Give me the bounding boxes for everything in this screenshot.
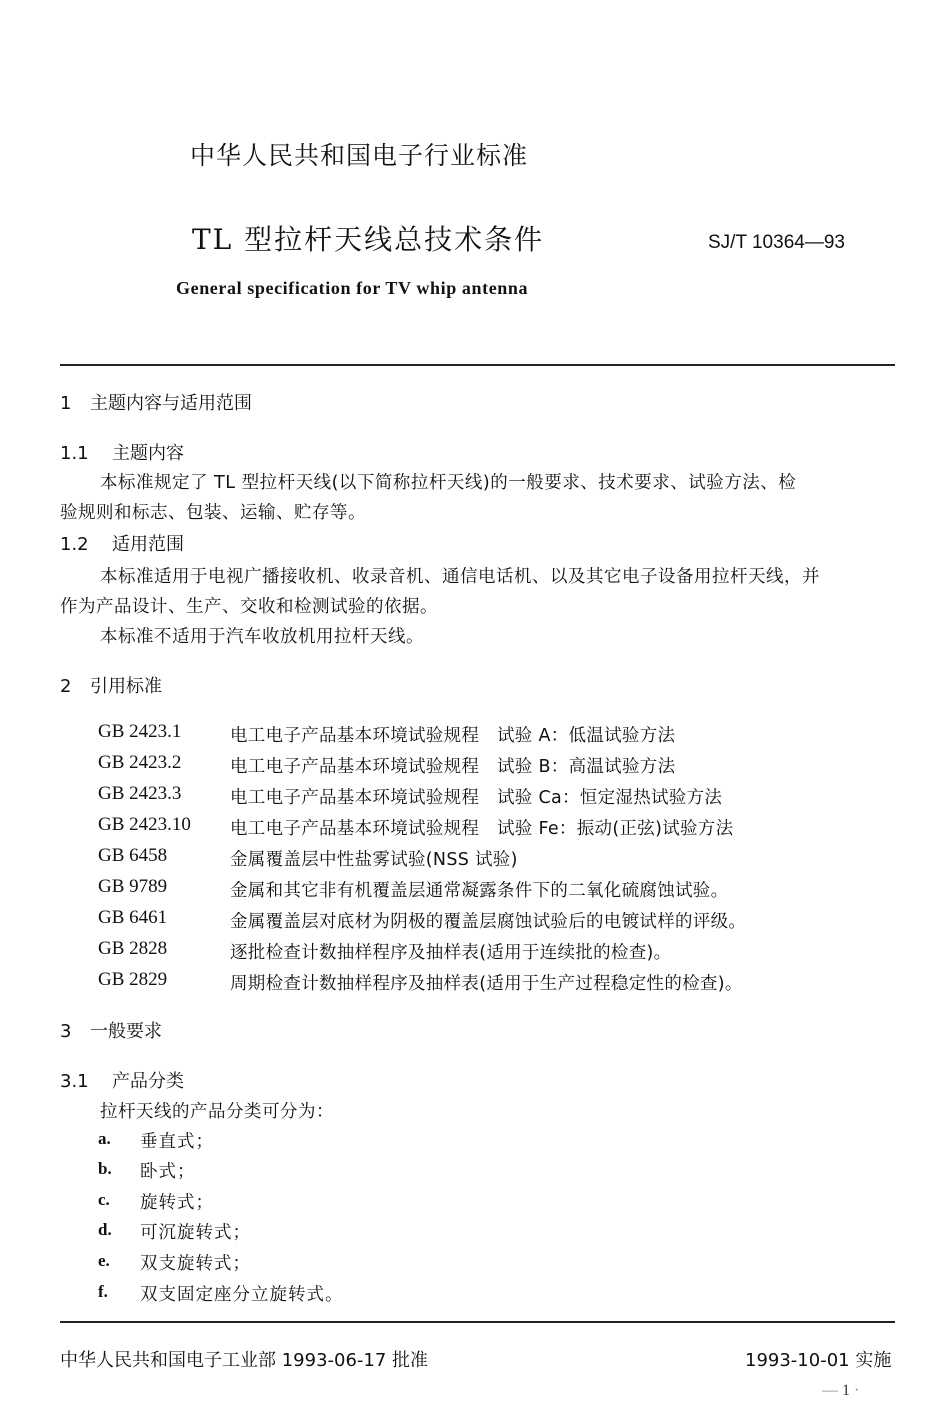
- reference-title: 金属覆盖层中性盐雾试验(NSS 试验): [230, 850, 518, 870]
- reference-title: 电工电子产品基本环境试验规程 试验 Fe：振动(正弦)试验方法: [230, 819, 734, 839]
- section-number: 1.2: [60, 534, 89, 555]
- approval-statement: 中华人民共和国电子工业部 1993-06-17 批准: [60, 1350, 429, 1371]
- paragraph-line: 本标准规定了 TL 型拉杆天线(以下简称拉杆天线)的一般要求、技术要求、试验方法、检: [100, 473, 797, 493]
- implementation-date: 1993-10-01 实施: [745, 1350, 892, 1371]
- section-3-1-heading: [60, 1067, 184, 1093]
- list-item-letter: a.: [98, 1129, 111, 1148]
- list-item: 卧式；: [140, 1162, 196, 1182]
- list-item: 双支旋转式；: [140, 1254, 251, 1274]
- list-item-letter: d.: [98, 1220, 112, 1239]
- reference-title: 金属覆盖层对底材为阴极的覆盖层腐蚀试验后的电镀试样的评级。: [230, 912, 747, 932]
- paragraph-line: 拉杆天线的产品分类可分为：: [100, 1102, 334, 1122]
- section-title: 产品分类: [112, 1071, 184, 1092]
- reference-code: GB 2423.1: [98, 721, 182, 742]
- list-item-letter: e.: [98, 1251, 110, 1270]
- reference-code: GB 6461: [98, 907, 168, 928]
- reference-title: 电工电子产品基本环境试验规程 试验 Ca：恒定湿热试验方法: [230, 788, 723, 808]
- paragraph-line: 验规则和标志、包装、运输、贮存等。: [60, 503, 366, 523]
- reference-title: 电工电子产品基本环境试验规程 试验 B：高温试验方法: [230, 757, 676, 777]
- reference-code: GB 2828: [98, 938, 168, 959]
- page-number-wrapper: [822, 1382, 859, 1400]
- header-rule: [60, 364, 895, 366]
- section-3-heading: [60, 1017, 162, 1043]
- org-title: 中华人民共和国电子行业标准: [190, 141, 529, 170]
- list-item-letter: b.: [98, 1159, 112, 1178]
- dash-ornament: —: [822, 1382, 842, 1399]
- reference-title: 电工电子产品基本环境试验规程 试验 A：低温试验方法: [230, 726, 676, 746]
- section-title: 引用标准: [90, 676, 162, 697]
- section-1-1-heading: [60, 439, 184, 465]
- list-item: 垂直式；: [140, 1132, 214, 1152]
- paragraph-line: 本标准不适用于汽车收放机用拉杆天线。: [100, 627, 424, 647]
- reference-title: 金属和其它非有机覆盖层通常凝露条件下的二氧化硫腐蚀试验。: [230, 881, 729, 901]
- reference-code: GB 2423.10: [98, 814, 191, 835]
- section-number: 1.1: [60, 443, 89, 464]
- list-item: 可沉旋转式；: [140, 1223, 251, 1243]
- section-number: 2: [60, 676, 72, 697]
- list-item-letter: c.: [98, 1190, 110, 1209]
- reference-code: GB 6458: [98, 845, 168, 866]
- standard-code: SJ/T 10364—93: [708, 232, 845, 253]
- list-item: 双支固定座分立旋转式。: [140, 1285, 344, 1305]
- reference-title: 周期检查计数抽样程序及抽样表(适用于生产过程稳定性的检查)。: [230, 974, 743, 994]
- paragraph-line: 作为产品设计、生产、交收和检测试验的依据。: [60, 597, 438, 617]
- footer-rule: [60, 1321, 895, 1323]
- reference-code: GB 2829: [98, 969, 168, 990]
- reference-code: GB 9789: [98, 876, 168, 897]
- reference-title: 逐批检查计数抽样程序及抽样表(适用于连续批的检查)。: [230, 943, 672, 963]
- section-number: 3.1: [60, 1071, 89, 1092]
- section-2-heading: [60, 672, 162, 698]
- section-number: 1: [60, 393, 72, 414]
- page-number: 1: [842, 1382, 850, 1399]
- english-title: General specification for TV whip antenna: [176, 278, 529, 298]
- reference-code: GB 2423.2: [98, 752, 182, 773]
- section-title: 一般要求: [90, 1021, 162, 1042]
- section-1-2-heading: [60, 530, 184, 556]
- reference-code: GB 2423.3: [98, 783, 182, 804]
- section-title: 适用范围: [112, 534, 184, 555]
- list-item: 旋转式；: [140, 1193, 214, 1213]
- dash-ornament: ·: [850, 1382, 860, 1399]
- section-1-heading: [60, 389, 252, 415]
- document-title: TL 型拉杆天线总技术条件: [192, 223, 545, 256]
- section-title: 主题内容: [112, 443, 184, 464]
- section-number: 3: [60, 1021, 72, 1042]
- section-title: 主题内容与适用范围: [90, 393, 252, 414]
- list-item-letter: f.: [98, 1282, 108, 1301]
- paragraph-line: 本标准适用于电视广播接收机、收录音机、通信电话机、以及其它电子设备用拉杆天线，并: [100, 567, 820, 587]
